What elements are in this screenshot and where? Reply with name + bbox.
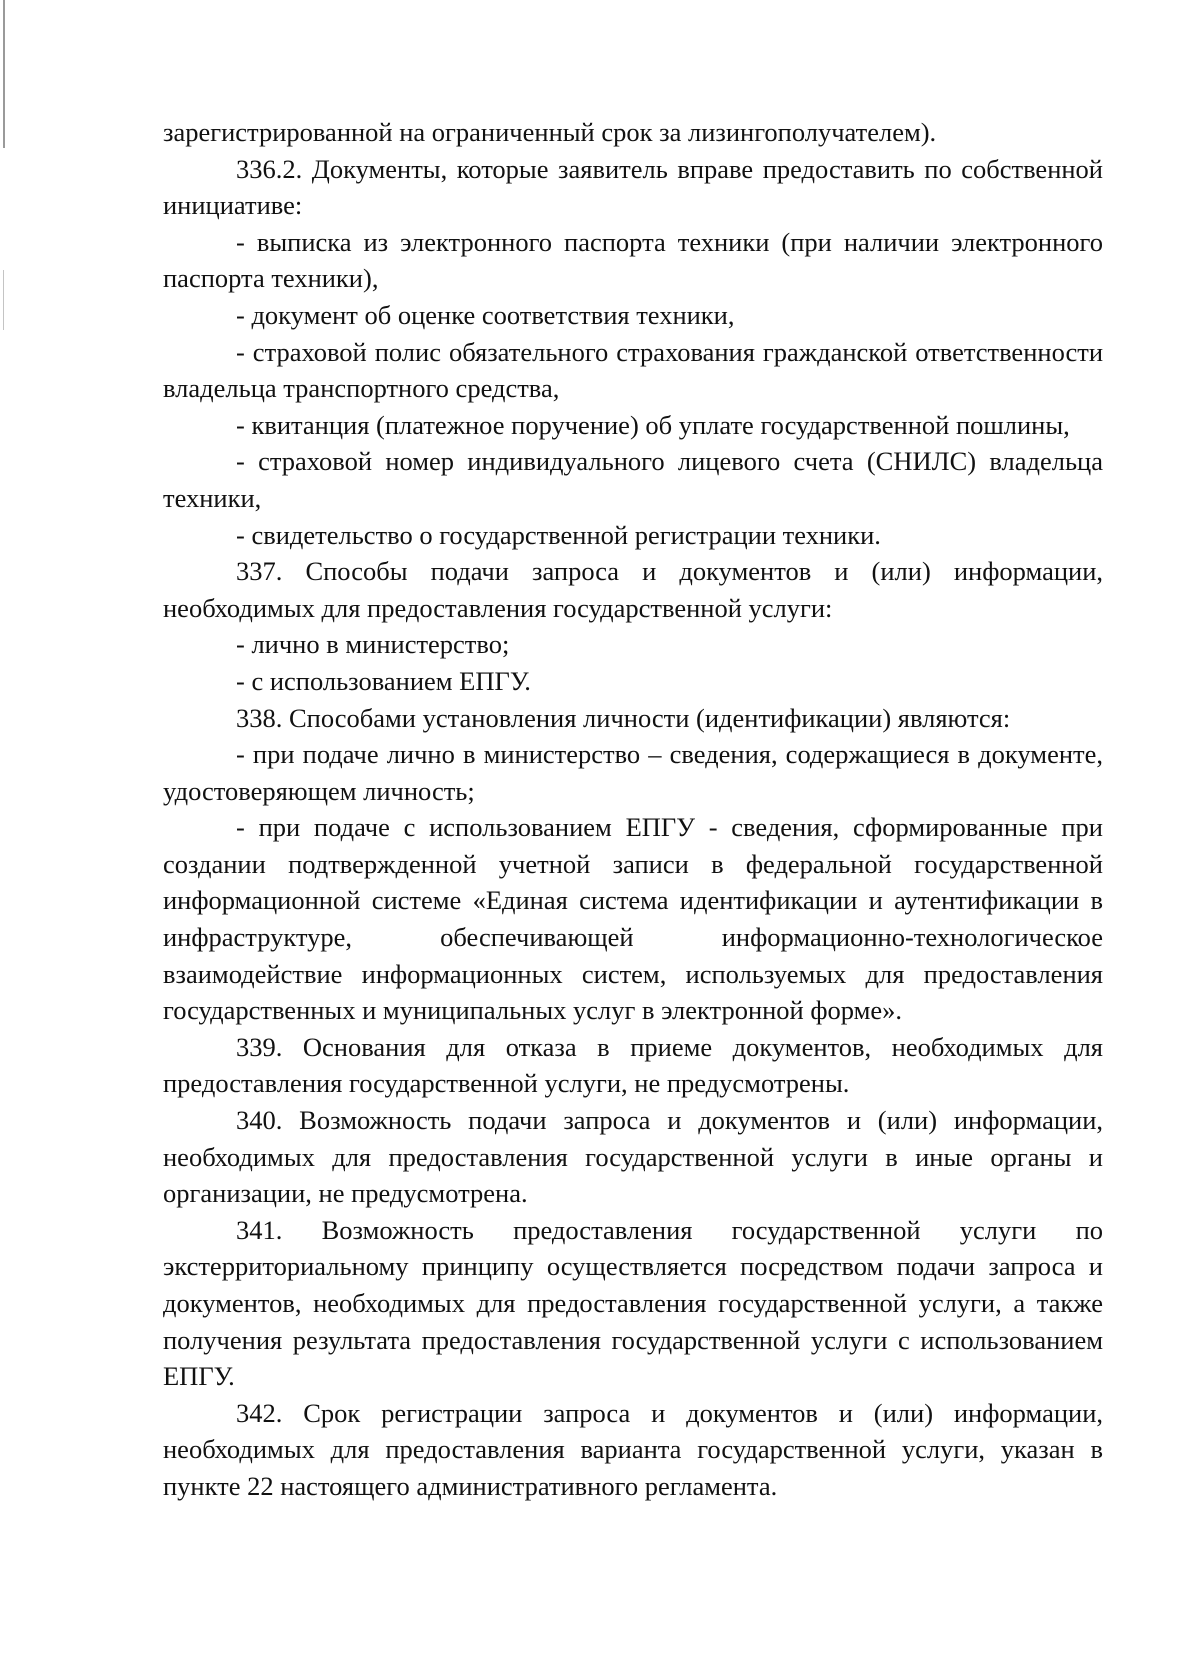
list-item-snils: - страховой номер индивидуального лицевого счета (СНИЛС) владельца техники, bbox=[163, 446, 1103, 513]
paragraph-336-2: 336.2. Документы, которые заявитель вправе предоставить по собственной инициативе: bbox=[163, 153, 1103, 221]
paragraph-341: 341. Возможность предоставления государственной услуги по экстерриториальному принципу осуществляется посредством подачи запроса и документов, необходимых для предоставления государственной услуги, а также получения результата предоставления государственной услуги с использованием ЕПГУ. bbox=[163, 1214, 1103, 1392]
paragraph-continuation: зарегистрированной на ограниченный срок за лизингополучателем). bbox=[163, 117, 937, 147]
list-item-fee-receipt: - квитанция (платежное поручение) об уплате государственной пошлины, bbox=[236, 409, 1070, 440]
scan-edge-line bbox=[3, 0, 5, 148]
paragraph-338: 338. Способами установления личности (идентификации) являются: bbox=[236, 702, 1011, 733]
list-item-insurance-policy: - страховой полис обязательного страхования гражданской ответственности владельца транспортного средства, bbox=[163, 336, 1103, 404]
document-body bbox=[163, 114, 1103, 1505]
paragraph-342: 342. Срок регистрации запроса и документов и (или) информации, необходимых для предоставления варианта государственной услуги, указан в пункте 22 настоящего административного регламента. bbox=[163, 1397, 1103, 1501]
paragraph-337: 337. Способы подачи запроса и документов и (или) информации, необходимых для предоставления государственной услуги: bbox=[163, 556, 1103, 623]
list-item-registration-certificate: - свидетельство о государственной регистрации техники. bbox=[236, 519, 881, 550]
list-item-epgu: - с использованием ЕПГУ. bbox=[236, 665, 531, 696]
scan-edge-mark bbox=[3, 270, 4, 330]
list-item-passport-extract: - выписка из электронного паспорта техники (при наличии электронного паспорта техники), bbox=[163, 226, 1103, 294]
list-item-identity-epgu: - при подаче с использованием ЕПГУ - сведения, сформированные при создании подтвержденной учетной записи в федеральной государственной информационной системе «Единая система идентификации и аутентификации в инфраструктуре, обеспечивающей информационно-технологическое взаимодействие информационных систем, используемых для предоставления государственных и муниципальных услуг в электронной форме». bbox=[163, 812, 1103, 1026]
list-item-identity-in-person: - при подаче лично в министерство – сведения, содержащиеся в документе, удостоверяющем личность; bbox=[163, 739, 1103, 806]
paragraph-340: 340. Возможность подачи запроса и документов и (или) информации, необходимых для предоставления государственной услуги в иные органы и организации, не предусмотрена. bbox=[163, 1105, 1103, 1209]
paragraph-339: 339. Основания для отказа в приеме документов, необходимых для предоставления государственной услуги, не предусмотрены. bbox=[163, 1031, 1103, 1099]
list-item-in-person: - лично в министерство; bbox=[236, 629, 510, 660]
list-item-conformity-document: - документ об оценке соответствия техники, bbox=[236, 299, 735, 330]
